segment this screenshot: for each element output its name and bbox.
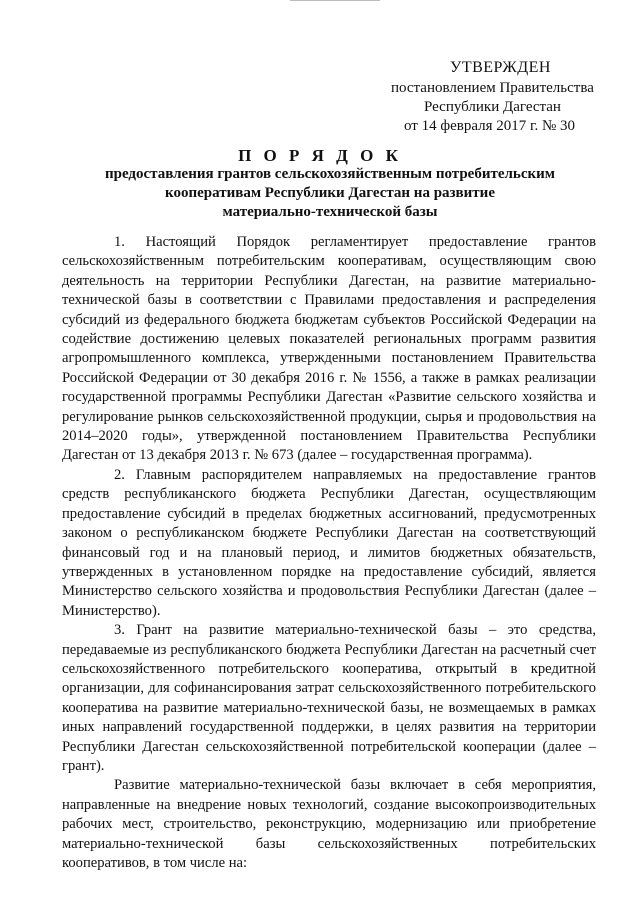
subtitle-line: материально-технической базы (222, 204, 438, 220)
paragraph: 3. Грант на развитие материально-технической базы – это средства, передаваемые из республиканского бюджета Республики Дагестан на расчетный счет сельскохозяйственного потребительского кооператива, открытый в кредитной организации, для софинансирования затрат сельскохозяйственного потребительского кооператива на развитие материально-технической базы, не возмещаемых в рамках иных направлений государственной поддержки, в целях развития на территории Республики Дагестан сельскохозяйственной потребительской кооперации (далее – грант). (62, 622, 596, 774)
document-title: П О Р Я Д О К (238, 146, 402, 165)
paragraph: 1. Настоящий Порядок регламентирует предоставление грантов сельскохозяйственным потребительским кооперативам, осуществляющим свою деятельность на территории Республики Дагестан, на развитие материально-технической базы в соответствии с Правилами предоставления и распределения субсидий из федерального бюджета бюджетам субъектов Российской Федерации на содействие достижению целевых показателей региональных программ развития агропромышленного комплекса, утвержденными постановлением Правительства Российской Федерации от 30 декабря 2016 г. № 1556, а также в рамках реализации государственной программы Республики Дагестан «Развитие сельского хозяйства и регулирование рынков сельскохозяйственной продукции, сырья и продовольствия на 2014–2020 годы», утвержденной постановлением Правительства Республики Дагестан от 13 декабря 2013 г. № 673 (далее – государственная программа). (62, 234, 596, 464)
paragraph: Развитие материально-технической базы включает в себя мероприятия, направленные на внедрение новых технологий, создание высокопроизводительных рабочих мест, строительство, реконструкцию, модернизацию или приобретение материально-технической базы сельскохозяйственных потребительских кооперативов, в том числе на: (62, 777, 596, 871)
approval-date: от 14 февраля 2017 г. № 30 (404, 118, 576, 134)
approval-line: Республики Дагестан (424, 99, 561, 115)
document-subtitle (70, 165, 590, 222)
scan-artifact (290, 0, 380, 1)
document-body (62, 233, 596, 873)
approval-stamp: УТВЕРЖДЕН (450, 59, 551, 76)
paragraph: 2. Главным распорядителем направляемых на предоставление грантов средств республиканского бюджета Республики Дагестан, осуществляющим предоставление субсидий в пределах бюджетных ассигнований, предусмотренных законом о республиканском бюджете Республики Дагестан на соответствующий финансовый год и на плановый период, и лимитов бюджетных обязательств, утвержденных в установленном порядке на предоставление субсидий, является Министерство сельского хозяйства и продовольствия Республики Дагестан (далее – Министерство). (62, 466, 596, 619)
subtitle-line: кооперативам Республики Дагестан на развитие (165, 185, 495, 201)
approval-line: постановлением Правительства (391, 80, 594, 96)
subtitle-line: предоставления грантов сельскохозяйственным потребительским (104, 166, 556, 182)
